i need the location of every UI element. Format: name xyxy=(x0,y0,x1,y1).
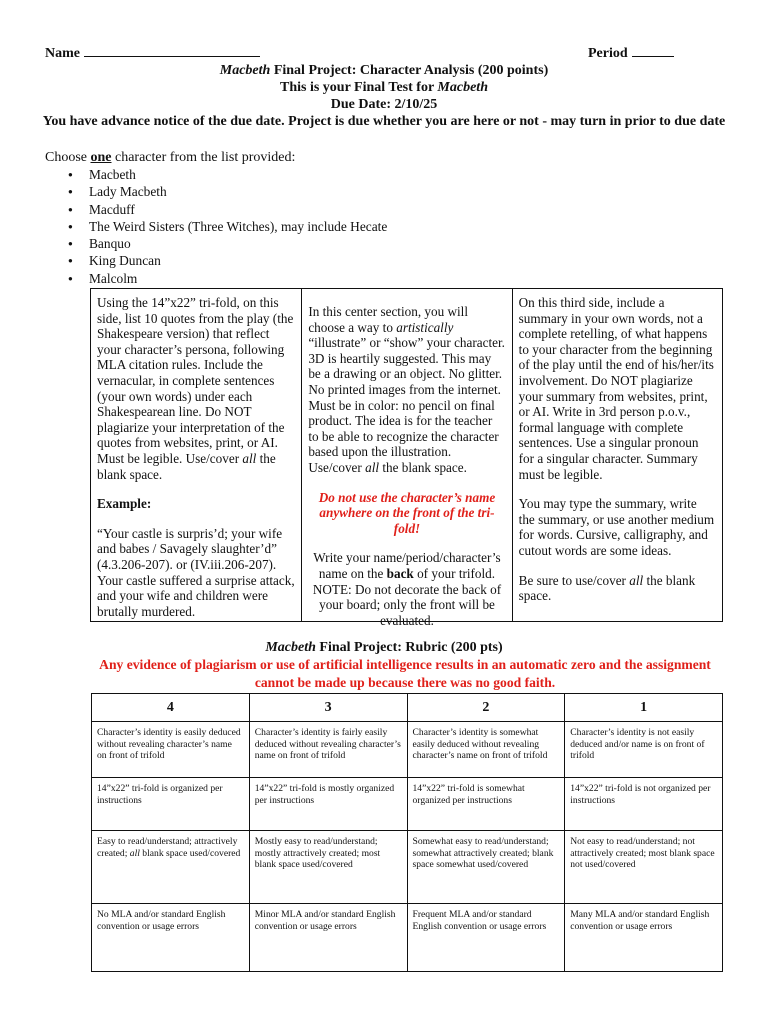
character-list xyxy=(45,166,387,287)
rubric-header-row xyxy=(92,694,723,722)
center-text-italic: artistically xyxy=(396,319,454,335)
back-note-end: of your trifold. NOTE: Do not decorate the back of your board; only the front will be evaluated. xyxy=(312,565,502,628)
rubric-cell: Character’s identity is not easily deduced and/or name is on front of trifold xyxy=(565,722,723,778)
back-note-text: Write your name/period/character’s name on the xyxy=(313,550,501,581)
name-warning: Do not use the character’s name anywhere on the front of the tri-fold! xyxy=(318,489,496,536)
due-date-notice: You have advance notice of the due date. Project is due whether you are here or not - may turn in prior to due date xyxy=(42,114,726,129)
center-text-italic2: all xyxy=(365,459,380,475)
rubric-title-text: Final Project: Rubric (200 pts) xyxy=(315,640,503,655)
right-panel-cover xyxy=(519,573,716,604)
rubric-title-play: Macbeth xyxy=(265,640,316,655)
trifold-center-panel xyxy=(302,289,512,628)
left-text-end: the blank space. xyxy=(97,450,276,482)
right-panel-instructions: On this third side, include a summary in your own words, not a complete retelling, of what happens to your character from the beginning of the play until the end of his/her/its involvement. Do NOT plagiarize your summary from websites, print, or AI. Write in 3rd person p.o.v., formal language with complete sentences. Use a singular pronoun for a singular character. Summary must be legible. xyxy=(518,295,714,482)
right-panel-medium: You may type the summary, write the summary, or use another medium for words. Cursive, calligraphy, and cutout words are some ideas. xyxy=(518,496,715,558)
rubric-score-header: 1 xyxy=(565,694,723,722)
rubric-cell: Mostly easy to read/understand; mostly attractively created; most blank space used/covered xyxy=(249,831,407,904)
table-row xyxy=(92,778,723,831)
name-label: Name xyxy=(45,46,80,61)
rubric-score-header: 3 xyxy=(249,694,407,722)
rubric-cell: No MLA and/or standard English convention or usage errors xyxy=(92,904,250,972)
list-item: ● Banquo xyxy=(45,235,387,252)
project-title xyxy=(0,63,768,79)
trifold-instructions-table xyxy=(90,288,723,628)
table-row xyxy=(92,831,723,904)
center-text-end: the blank space. xyxy=(379,459,467,475)
choose-emphasis: one xyxy=(90,150,112,165)
center-text: In this center section, you will choose a way to xyxy=(308,304,469,335)
left-text-italic: all xyxy=(242,450,257,466)
rubric-cell: Somewhat easy to read/understand; somewhat attractively created; blank space somewhat used/covered xyxy=(407,831,565,904)
list-item: ● The Weird Sisters (Three Witches), may include Hecate xyxy=(45,218,387,235)
rubric-cell: Character’s identity is fairly easily deduced without revealing character’s name on front of trifold xyxy=(249,722,407,778)
rubric-title xyxy=(0,640,768,656)
choose-instruction xyxy=(45,150,295,166)
list-item: ● Lady Macbeth xyxy=(45,183,387,200)
back-of-trifold-note xyxy=(308,550,505,628)
list-item: ● Macbeth xyxy=(45,166,387,183)
period-field xyxy=(588,44,674,62)
center-panel-instructions xyxy=(308,304,505,476)
subtitle-text: This is your Final Test for xyxy=(280,80,438,95)
example-text: “Your castle is surpris’d; your wife and babes / Savagely slaughter’d” (4.3.206-207). or (IV.iii.206-207). Your castle suffered a surprise attack, and your wife and children were brutally murdered. xyxy=(97,525,295,619)
due-date: Due Date: 2/10/25 xyxy=(330,97,438,112)
title-text: Final Project: Character Analysis (200 points) xyxy=(270,63,549,78)
list-item: ● Malcolm xyxy=(45,270,387,287)
period-blank-line xyxy=(632,44,674,57)
left-panel-instructions xyxy=(97,295,295,482)
name-field xyxy=(45,44,260,62)
list-item: ● King Duncan xyxy=(45,252,387,269)
center-text-mid: “illustrate” or “show” your character. 3D is heartily suggested. This may be a drawing or an object. No glitter. No printed images from the internet. Must be in color: no pencil on final product. The idea is for the teacher to be able to recognize the character based upon the illustration. Use/cover xyxy=(308,335,505,475)
trifold-right-panel xyxy=(513,289,722,621)
plagiarism-warning: Any evidence of plagiarism or use of artificial intelligence results in an automatic zero and the assignment cannot be made up because there was no good faith. xyxy=(99,657,711,690)
right-cover-text: Be sure to use/cover xyxy=(518,572,630,588)
rubric-cell: Character’s identity is somewhat easily deduced without revealing character’s name on front of trifold xyxy=(407,722,565,778)
left-text: Using the 14”x22” tri-fold, on this side, list 10 quotes from the play (the Shakespeare version) that reflect your character’s persona, following MLA citation rules. Include the vernacular, in complete sentences (your own words) under each Shakespearean line. Do NOT plagiarize your interpretation of the quotes from websites, print, or AI. Must be legible. Use/cover xyxy=(97,295,294,466)
back-note-bold: back xyxy=(386,565,414,581)
right-cover-italic: all xyxy=(629,572,644,588)
rubric-cell: Easy to read/understand; attractively created; all blank space used/covered xyxy=(92,831,250,904)
period-label: Period xyxy=(588,46,628,61)
rubric-table xyxy=(91,693,723,972)
rubric-cell: Not easy to read/understand; not attractively created; most blank space not used/covered xyxy=(565,831,723,904)
rubric-cell: Many MLA and/or standard English convention or usage errors xyxy=(565,904,723,972)
name-blank-line xyxy=(84,44,260,57)
title-play-name: Macbeth xyxy=(219,63,271,78)
rubric-cell: 14”x22” tri-fold is somewhat organized per instructions xyxy=(407,778,565,831)
rubric-cell: 14”x22” tri-fold is organized per instructions xyxy=(92,778,250,831)
rubric-cell: Frequent MLA and/or standard English convention or usage errors xyxy=(407,904,565,972)
choose-suffix: character from the list provided: xyxy=(111,150,296,165)
rubric-cell: 14”x22” tri-fold is not organized per instructions xyxy=(565,778,723,831)
rubric-cell: 14”x22” tri-fold is mostly organized per instructions xyxy=(249,778,407,831)
rubric-cell: Character’s identity is easily deduced without revealing character’s name on front of trifold xyxy=(92,722,250,778)
table-row xyxy=(92,722,723,778)
table-row xyxy=(92,904,723,972)
subtitle-play-name: Macbeth xyxy=(437,80,488,95)
project-subtitle xyxy=(0,80,768,96)
trifold-left-panel xyxy=(91,289,302,621)
example-label: Example: xyxy=(97,496,152,512)
rubric-cell: Minor MLA and/or standard English convention or usage errors xyxy=(249,904,407,972)
list-item: ● Macduff xyxy=(45,201,387,218)
rubric-score-header: 4 xyxy=(92,694,250,722)
choose-prefix: Choose xyxy=(45,150,91,165)
right-cover-end: the blank space. xyxy=(518,572,696,604)
rubric-score-header: 2 xyxy=(407,694,565,722)
